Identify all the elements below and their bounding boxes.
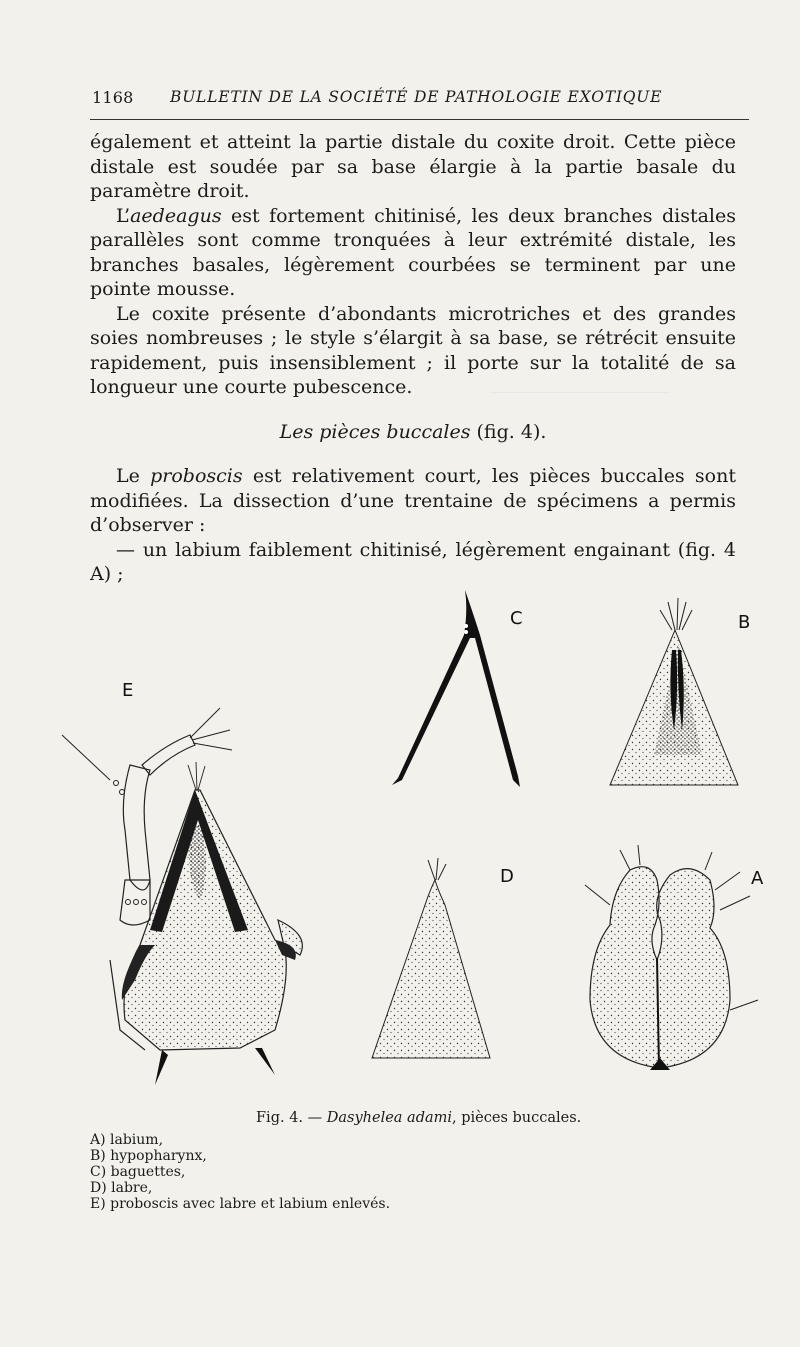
figure-legend xyxy=(90,1132,390,1212)
legend-item: A) labium, xyxy=(90,1132,164,1148)
label-d: D xyxy=(500,866,514,887)
figure-caption: Fig. 4. — Dasyhelea adami, pièces buccales. xyxy=(256,1110,582,1126)
label-e: E xyxy=(122,680,134,701)
label-c: C xyxy=(510,608,523,629)
body-text xyxy=(90,130,736,587)
section-title: Les pièces buccales (fig. 4). xyxy=(279,420,547,443)
drawing-e-proboscis xyxy=(62,708,302,1085)
figure-4 xyxy=(50,580,780,1100)
drawing-c-baguettes xyxy=(392,590,520,787)
label-a: A xyxy=(751,868,764,889)
legend-item: E) proboscis avec labre et labium enlevés. xyxy=(90,1196,391,1212)
legend-item: C) baguettes, xyxy=(90,1164,186,1180)
legend-item: D) labre, xyxy=(90,1180,153,1196)
drawing-a-labium xyxy=(585,845,758,1070)
legend-item: B) hypopharynx, xyxy=(90,1148,207,1164)
header-rule xyxy=(90,119,749,120)
journal-title: BULLETIN DE LA SOCIÉTÉ DE PATHOLOGIE EXOTIQUE xyxy=(170,88,663,106)
label-b: B xyxy=(738,612,751,633)
paragraph-coxite: Le coxite présente d’abondants microtriches et des grandes soies nombreuses ; le style s’élargit à sa base, se rétrécit ensuite rapidement, puis insensiblement ; il porte sur la totalité de sa longueur une courte pubescence. xyxy=(90,302,736,398)
drawing-d-labre xyxy=(372,858,490,1058)
paragraph-proboscis: Le proboscis est relativement court, les pièces buccales sont modifiées. La dissection d’une trentaine de spécimens a permis d’observer : xyxy=(90,465,736,536)
paragraph-aedeagus: L’aedeagus est fortement chitinisé, les deux branches distales parallèles sont comme tronquées à leur extrémité distale, les branches basales, légèrement courbées se terminent par une pointe mousse. xyxy=(90,204,736,300)
page-number: 1168 xyxy=(92,88,134,107)
paragraph-labium: — un labium faiblement chitinisé, légèrement engainant (fig. 4 A) ; xyxy=(90,538,736,585)
drawing-b-hypopharynx xyxy=(610,598,738,785)
paragraph-1: également et atteint la partie distale du coxite droit. Cette pièce distale est soudée par sa base élargie à la partie basale du paramètre droit. xyxy=(90,131,736,202)
figure-drawing xyxy=(50,580,780,1100)
